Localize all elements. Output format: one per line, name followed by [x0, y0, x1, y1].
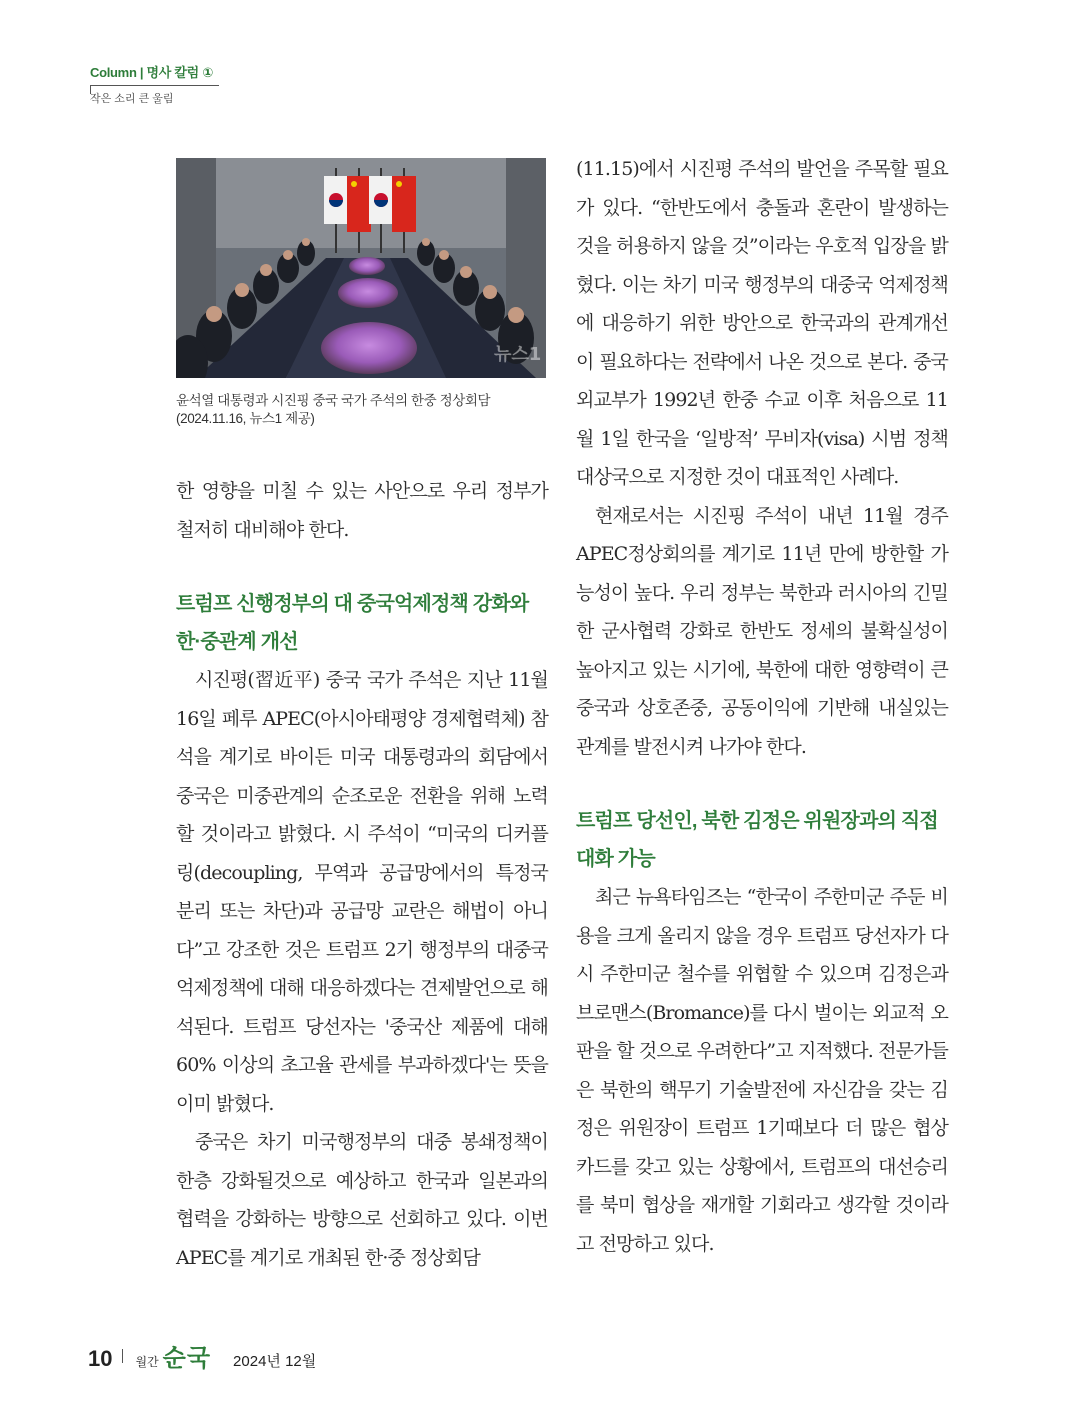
left-body [176, 472, 548, 1277]
footer-divider [122, 1349, 123, 1363]
page-footer [88, 1338, 316, 1373]
summit-photo-illustration [176, 158, 546, 378]
right-paragraph-2: 현재로서는 시진핑 주석이 내년 11월 경주 APEC정상회의를 계기로 11년 만에 방한할 가능성이 높다. 우리 정부는 북한과 러시아의 긴밀한 군사협력 강화로 한반도 정세의 불확실성이 높아지고 있는 시기에, 북한에 대한 영향력이 큰 중국과 상호존중, 공동이익에 기반해 내실있는 관계를 발전시켜 나가야 한다. [576, 504, 948, 758]
column-label: Column | 명사 칼럼 ① [90, 65, 213, 80]
magazine-logo: 순국 [162, 1345, 212, 1372]
left-paragraph-1: 한 영향을 미칠 수 있는 사안으로 우리 정부가 철저히 대비해야 한다. [176, 480, 548, 541]
right-column [576, 150, 948, 1263]
caption-line-1: 윤석열 대통령과 시진핑 중국 국가 주석의 한중 정상회담 [176, 393, 491, 408]
photo-caption [176, 392, 548, 428]
left-paragraph-2: 시진평(習近平) 중국 국가 주석은 지난 11월 16일 페루 APEC(아시아태평양 경제협력체) 참석을 계기로 바이든 미국 대통령과의 회담에서 중국은 미중관계의 순조로운 전환을 위해 노력할 것이라고 밝혔다. 시 주석이 “미국의 디커플링(decoupling, 무역과 공급망에서의 특정국 분리 또는 차단)과 공급망 교란은 해법이 아니다”고 강조한 것은 트럼프 2기 행정부의 대중국 억제정책에 대해 대응하겠다는 견제발언으로 해석된다. 트럼프 당선자는 '중국산 제품에 대해 60% 이상의 초고율 관세를 부과하겠다'는 뜻을 이미 밝혔다. [176, 669, 548, 1115]
magazine-prefix: 월간 [135, 1355, 159, 1369]
right-paragraph-1: (11.15)에서 시진평 주석의 발언을 주목할 필요가 있다. “한반도에서 충돌과 혼란이 발생하는 것을 허용하지 않을 것”이라는 우호적 입장을 밝혔다. 이는 차기 미국 행정부의 대중국 억제정책에 대응하기 위한 방안으로 한국과의 관계개선이 필요하다는 전략에서 나온 것으로 본다. 중국 외교부가 1992년 한중 수교 이후 처음으로 11월 1일 한국을 ‘일방적’ 무비자(visa) 시범 정책 대상국으로 지정한 것이 대표적인 사례다. [576, 158, 948, 488]
left-column [176, 150, 548, 1277]
summit-photo [176, 158, 546, 378]
caption-line-2: (2024.11.16, 뉴스1 제공) [176, 411, 315, 426]
section-heading-1: 트럼프 신행정부의 대 중국억제정책 강화와 한·중관계 개선 [176, 593, 529, 653]
column-subtitle: 작은 소리 큰 울림 [90, 93, 174, 105]
issue-date: 2024년 12월 [233, 1353, 317, 1370]
section-heading-2: 트럼프 당선인, 북한 김정은 위원장과의 직접 대화 가능 [576, 810, 938, 870]
watermark-text: 뉴스1 [494, 344, 542, 365]
right-paragraph-3: 최근 뉴욕타임즈는 “한국이 주한미군 주둔 비용을 크게 올리지 않을 경우 트럼프 당선자가 다시 주한미군 철수를 위협할 수 있으며 김정은과 브로맨스(Bromance)를 다시 벌이는 외교적 오판을 할 것으로 우려한다”고 지적했다. 전문가들은 북한의 핵무기 기술발전에 자신감을 갖는 김정은 위원장이 트럼프 1기때보다 더 많은 협상 카드를 갖고 있는 상황에서, 트럼프의 대선승리를 북미 협상을 재개할 기회라고 생각할 것이라고 전망하고 있다. [576, 886, 948, 1255]
column-header [90, 62, 219, 106]
left-paragraph-3: 중국은 차기 미국행정부의 대중 봉쇄정책이 한층 강화될것으로 예상하고 한국과 일본과의 협력을 강화하는 방향으로 선회하고 있다. 이번 APEC를 계기로 개최된 한·중 정상회담 [176, 1131, 548, 1269]
page-number: 10 [88, 1346, 113, 1371]
